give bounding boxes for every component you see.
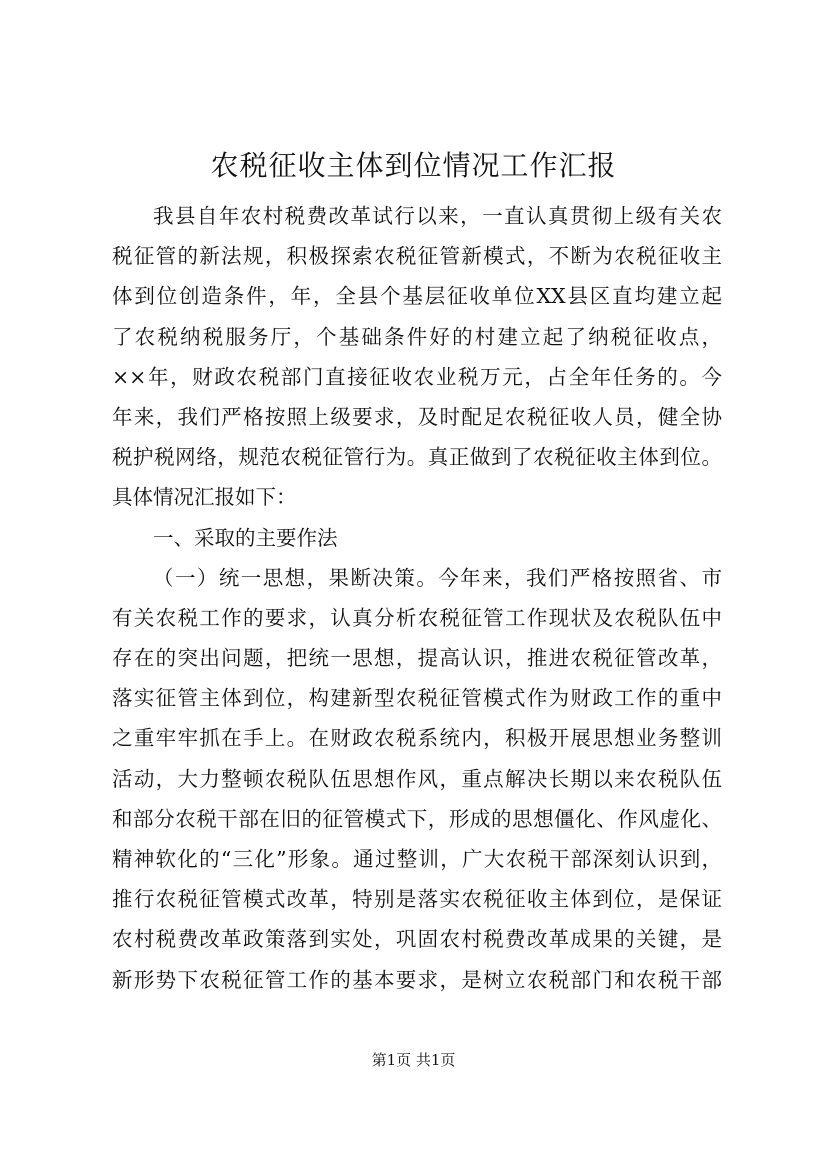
section-heading: 一、采取的主要作法 (153, 525, 338, 550)
paragraph-line: 新形势下农税征管工作的基本要求，是树立农税部门和农税干部 (112, 967, 722, 992)
page-footer: 第1页 共1页 (371, 1051, 456, 1069)
document-body (112, 196, 722, 1000)
paragraph-line: 了农税纳税服务厅，个基础条件好的村建立起了纳税征收点， (112, 324, 722, 349)
paragraph-line: 我县自年农村税费改革试行以来，一直认真贯彻上级有关农 (153, 204, 722, 228)
paragraph-line: 推行农税征管模式改革，特别是落实农税征收主体到位，是保证 (112, 887, 722, 912)
paragraph-line: ××年，财政农税部门直接征收农业税万元，占全年任务的。今 (112, 364, 722, 389)
paragraph-line: 年来，我们严格按照上级要求，及时配足农税征收人员，健全协 (112, 404, 722, 429)
paragraph-line: 农村税费改革政策落到实处，巩固农村税费改革成果的关键，是 (112, 927, 722, 952)
paragraph-line: （一）统一思想，果断决策。今年来，我们严格按照省、市 (153, 565, 722, 590)
paragraph-line: 税护税网络，规范农税征管行为。真正做到了农税征收主体到位。 (112, 445, 722, 470)
paragraph-line: 有关农税工作的要求，认真分析农税征管工作现状及农税队伍中 (112, 605, 722, 630)
paragraph-line: 税征管的新法规，积极探索农税征管新模式，不断为农税征收主 (112, 244, 722, 269)
paragraph-line: 落实征管主体到位，构建新型农税征管模式作为财政工作的重中 (112, 686, 722, 711)
paragraph-line: 活动，大力整顿农税队伍思想作风，重点解决长期以来农税队伍 (112, 766, 722, 791)
paragraph-line: 和部分农税干部在旧的征管模式下，形成的思想僵化、作风虚化、 (112, 806, 722, 831)
paragraph-line: 精神软化的“三化”形象。通过整训，广大农税干部深刻认识到， (112, 847, 722, 871)
paragraph-line: 存在的突出问题，把统一思想，提高认识，推进农税征管改革， (112, 646, 722, 671)
paragraph-line: 之重牢牢抓在手上。在财政农税系统内，积极开展思想业务整训 (112, 726, 722, 751)
paragraph-line: 具体情况汇报如下： (112, 485, 297, 510)
document-title: 农税征收主体到位情况工作汇报 (210, 149, 617, 182)
paragraph-line: 体到位创造条件，年，全县个基层征收单位XX县区直均建立起 (112, 284, 722, 309)
